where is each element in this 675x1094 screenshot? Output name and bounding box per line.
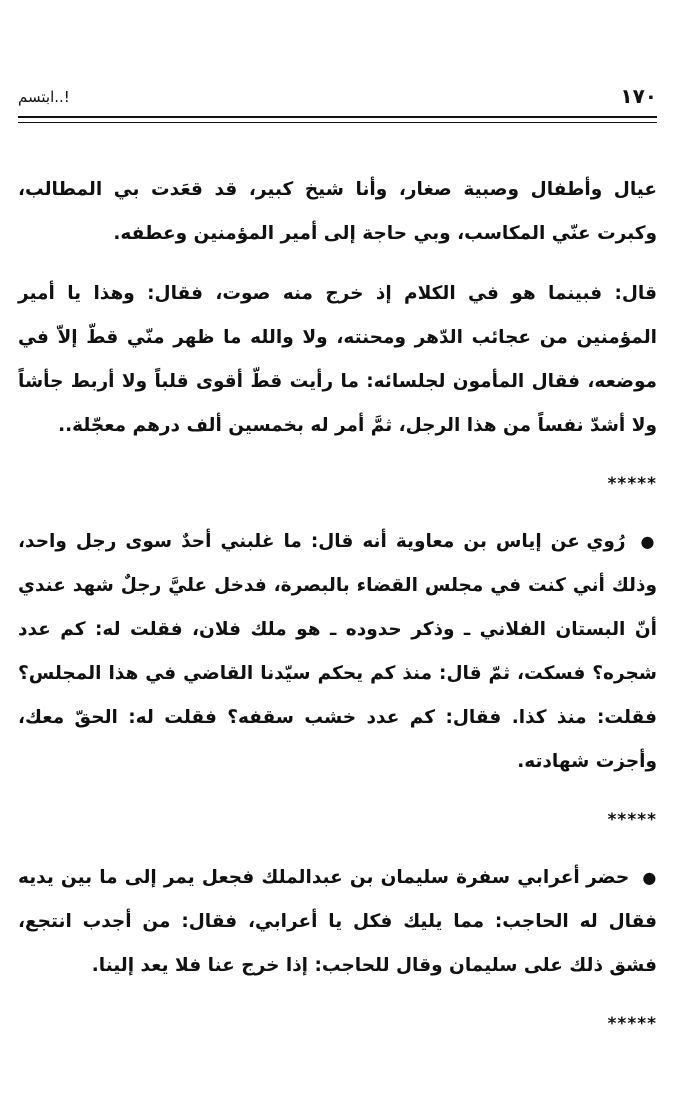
paragraph-2: قال: فبينما هو في الكلام إذ خرج منه صوت، فقال: وهذا يا أمير المؤمنين من عجائب الدّهر ومحنته، ولا والله ما ظهر منّي قطّ إلاّ في موضعه، فقال المأمون لجلسائه: ما رأيت قطّ أقوى قلباً ولا أربط جأشاً ولا أشدّ نفساً من هذا الرجل، ثمَّ أمر له بخمسين ألف درهم معجّلة.. <box>18 283 657 436</box>
section-separator-3: ***** <box>607 1014 657 1034</box>
paragraph-3-text: رُوي عن إياس بن معاوية أنه قال: ما غلبني أحدٌ سوى رجل واحد، وذلك أني كنت في مجلس القضاء بالبصرة، فدخل عليَّ رجلٌ شهد عندي أنّ البستان الفلاني ـ وذكر حدوده ـ هو ملك فلان، فقلت له: كم عدد شجره؟ فسكت، ثمّ قال: منذ كم يحكم سيّدنا القاضي في هذا المجلس؟ فقلت: منذ كذا. فقال: كم عدد خشب سقفه؟ فقلت له: الحقّ معك، وأجزت شهادته. <box>18 531 657 772</box>
paragraph-4 <box>18 856 657 988</box>
header-rule-thick <box>18 116 657 118</box>
page-header <box>18 84 657 110</box>
bullet-icon: ● <box>642 868 657 887</box>
header-rule-thin <box>18 122 657 123</box>
paragraph-1: عيال وأطفال وصبية صغار، وأنا شيخ كبير، قد قعَدت بي المطالب، وكبرت عنّي المكاسب، وبي حاجة إلى أمير المؤمنين وعطفه. <box>18 179 657 244</box>
section-separator-2: ***** <box>607 810 657 830</box>
section-separator-1: ***** <box>607 474 657 494</box>
paragraph-3 <box>18 520 657 784</box>
running-title: ابتسم..! <box>18 88 70 106</box>
paragraph-4-text: حضر أعرابي سفرة سليمان بن عبدالملك فجعل يمر إلى ما بين يديه فقال له الحاجب: مما يليك فكل يا أعرابي، فقال: من أجدب انتجع، فشق ذلك على سليمان وقال للحاجب: إذا خرج عنا فلا يعد إلينا. <box>18 867 657 976</box>
body-text <box>18 168 657 1060</box>
page-number: ١٧٠ <box>620 84 657 108</box>
bullet-icon: ● <box>640 532 657 551</box>
